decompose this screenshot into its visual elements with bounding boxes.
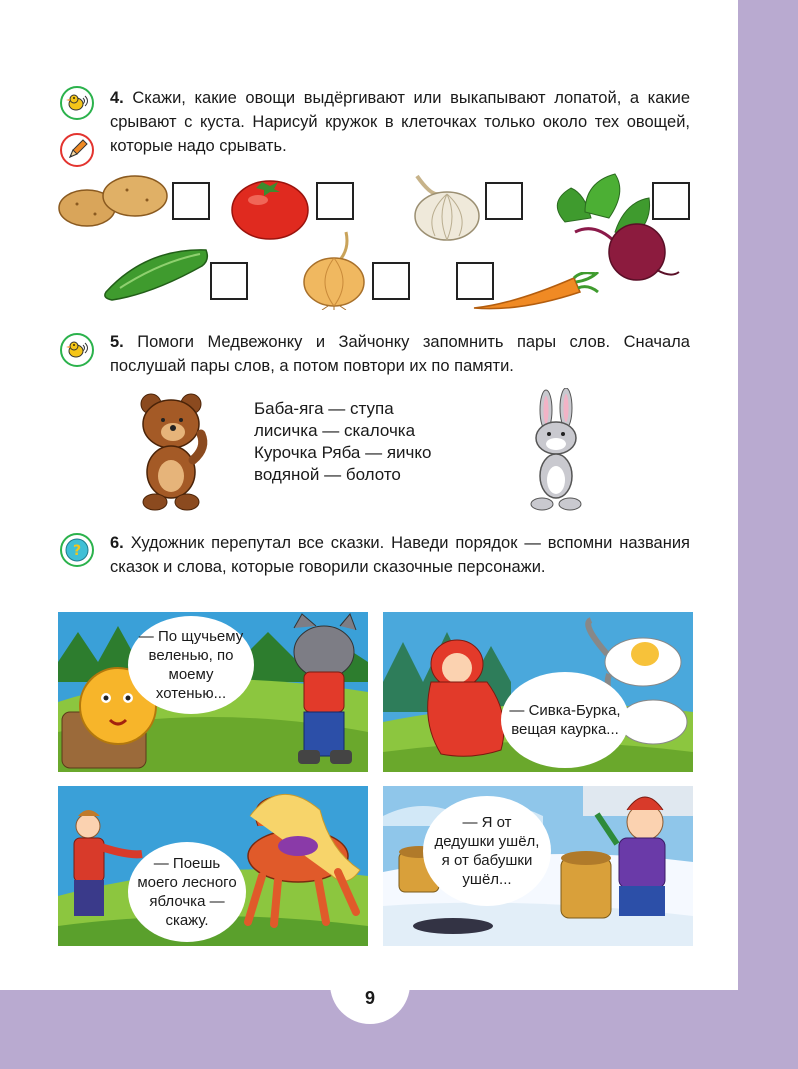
task-5-number: 5. bbox=[110, 333, 124, 351]
word-pair: Баба-яга — ступа bbox=[254, 399, 394, 418]
checkbox-potato[interactable] bbox=[172, 182, 210, 220]
checkbox-tomato[interactable] bbox=[316, 182, 354, 220]
story-panel-kolobok-wolf bbox=[58, 612, 368, 772]
word-pair: лисичка — скалочка bbox=[254, 421, 416, 440]
task-6-number: 6. bbox=[110, 534, 124, 552]
task-6-text bbox=[110, 531, 690, 579]
word-pair: Курочка Ряба — яичко bbox=[254, 443, 432, 462]
onion-illustration bbox=[298, 228, 376, 310]
speech-bubble: — Я от дедушки ушёл, я от бабушки ушёл... bbox=[423, 796, 551, 906]
pencil-icon bbox=[60, 133, 94, 167]
checkbox-garlic[interactable] bbox=[485, 182, 523, 220]
story-panel-girl-geese bbox=[383, 612, 693, 772]
word-pairs-list bbox=[254, 398, 431, 486]
bird-speaker-icon bbox=[60, 333, 94, 367]
potato-illustration bbox=[55, 170, 170, 230]
task-4-number: 4. bbox=[110, 89, 124, 107]
page-number: 9 bbox=[364, 988, 375, 1008]
task-5-text bbox=[110, 330, 690, 378]
speech-bubble: — Поешь моего лесного яблочка — скажу. bbox=[128, 842, 246, 942]
svg-text:?: ? bbox=[72, 543, 82, 559]
story-panel-ivan-horse bbox=[58, 786, 368, 946]
cucumber-illustration bbox=[100, 244, 210, 304]
task-4-text bbox=[110, 86, 690, 158]
checkbox-beet[interactable] bbox=[652, 182, 690, 220]
bunny-illustration bbox=[522, 388, 590, 514]
task-5-instruction: Помоги Медвежонку и Зайчонку запомнить пары слов. Сначала послушай пары слов, а потом повтори их по памяти. bbox=[110, 333, 690, 375]
checkbox-onion[interactable] bbox=[372, 262, 410, 300]
question-head-icon bbox=[60, 533, 94, 567]
story-panel-boy-ice bbox=[383, 786, 693, 946]
speech-bubble: — Сивка-Бурка, вещая каурка... bbox=[501, 672, 629, 768]
word-pair: водяной — болото bbox=[254, 465, 401, 484]
bear-cub-illustration bbox=[135, 390, 215, 512]
task-4-instruction: Скажи, какие овощи выдёргивают или выкапывают лопатой, а какие срывают с куста. Нарисуй кружок в клеточках только около тех овощей, которые надо срывать. bbox=[110, 89, 690, 155]
carrot-illustration bbox=[470, 272, 600, 314]
task-6-instruction: Художник перепутал все сказки. Наведи порядок — вспомни названия сказок и слова, которые говорили сказочные персонажи. bbox=[110, 534, 690, 576]
speech-bubble: — По щучьему веленью, по моему хотенью... bbox=[128, 616, 254, 714]
bird-speaker-icon bbox=[60, 86, 94, 120]
checkbox-cucumber[interactable] bbox=[210, 262, 248, 300]
garlic-illustration bbox=[405, 172, 483, 242]
